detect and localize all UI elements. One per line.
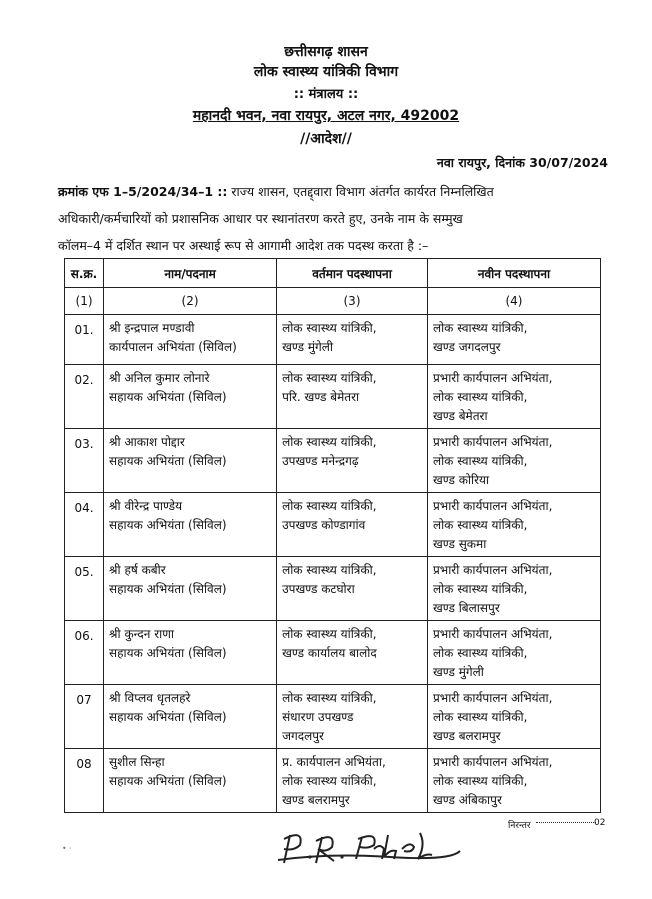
- table-header-row: [65, 259, 601, 288]
- table-row: [65, 685, 601, 749]
- cell-line: लोक स्वास्थ्य यांत्रिकी,: [282, 627, 377, 641]
- cell-line: जगदलपुर: [282, 729, 324, 743]
- current-posting-cell: [277, 621, 428, 685]
- new-posting-cell: [427, 429, 600, 493]
- table-row: [65, 493, 601, 557]
- name-cell: [104, 621, 277, 685]
- cell-line: प्रभारी कार्यपालन अभियंता,: [432, 499, 553, 513]
- cell-line: लोक स्वास्थ्य यांत्रिकी,: [282, 774, 377, 788]
- cell-line: प्रभारी कार्यपालन अभियंता,: [432, 627, 553, 641]
- cell-line: खण्ड मुंगेली: [282, 340, 333, 354]
- cell-line: खण्ड कार्यालय बालोद: [282, 646, 377, 660]
- cell-line: श्री इन्द्रपाल मण्डावी: [109, 321, 195, 335]
- serial-cell: 02.: [65, 365, 104, 429]
- order-body-line-3: कॉलम–4 में दर्शित स्थान पर अस्थाई रूप से आगामी आदेश तक पदस्थ करता है :–: [58, 238, 429, 253]
- cell-line: प्रभारी कार्यपालन अभियंता,: [432, 755, 553, 769]
- cell-line: लोक स्वास्थ्य यांत्रिकी,: [282, 499, 377, 513]
- cell-line: श्री कुन्दन राणा: [109, 627, 175, 641]
- cell-line: प्रभारी कार्यपालन अभियंता,: [432, 371, 553, 385]
- table-row: [65, 365, 601, 429]
- cell-line: सहायक अभियंता (सिविल): [109, 454, 227, 468]
- table-row: [65, 315, 601, 365]
- order-heading: //आदेश//: [300, 131, 352, 147]
- serial-cell: 06.: [65, 621, 104, 685]
- cell-line: प्र. कार्यपालन अभियंता,: [282, 755, 386, 769]
- cell-line: सहायक अभियंता (सिविल): [109, 390, 227, 404]
- date-line: नवा रायपुर, दिनांक 30/07/2024: [436, 155, 608, 170]
- serial-cell: 04.: [65, 493, 104, 557]
- cell-line: श्री वीरेन्द्र पाण्डेय: [109, 499, 183, 513]
- name-cell: [104, 557, 277, 621]
- order-paragraph: [58, 178, 606, 259]
- cell-line: खण्ड मुंगेली: [432, 665, 484, 679]
- header-current-posting: वर्तमान पदस्थापना: [277, 259, 428, 288]
- header-new-posting: नवीन पदस्थापना: [427, 259, 600, 288]
- table-row: [65, 429, 601, 493]
- current-posting-cell: [277, 685, 428, 749]
- cell-line: श्री आकाश पोद्दार: [109, 435, 185, 449]
- cell-line: लोक स्वास्थ्य यांत्रिकी,: [432, 321, 528, 335]
- department-title: लोक स्वास्थ्य यांत्रिकी विभाग: [253, 64, 399, 80]
- name-cell: [104, 429, 277, 493]
- cell-line: श्री हर्ष कबीर: [109, 563, 166, 577]
- cell-line: खण्ड बेमेतरा: [432, 409, 488, 423]
- cell-line: लोक स्वास्थ्य यांत्रिकी,: [282, 321, 377, 335]
- cell-line: लोक स्वास्थ्य यांत्रिकी,: [432, 390, 528, 404]
- new-posting-cell: [427, 557, 600, 621]
- header-serial: स.क्र.: [65, 259, 104, 288]
- continued-page-number: 02: [594, 818, 606, 828]
- cell-line: खण्ड बिलासपुर: [432, 601, 500, 615]
- cell-line: लोक स्वास्थ्य यांत्रिकी,: [282, 563, 377, 577]
- name-cell: [104, 685, 277, 749]
- column-number-row: [65, 288, 601, 315]
- name-cell: [104, 749, 277, 813]
- new-posting-cell: [427, 749, 600, 813]
- current-posting-cell: [277, 557, 428, 621]
- cell-line: सुशील सिन्हा: [109, 755, 165, 769]
- cell-line: खण्ड बलरामपुर: [282, 793, 350, 807]
- cell-line: खण्ड बलरामपुर: [432, 729, 501, 743]
- cell-line: श्री अनिल कुमार लोनारे: [109, 371, 210, 385]
- cell-line: परि. खण्ड बेमेतरा: [282, 390, 360, 404]
- cell-line: लोक स्वास्थ्य यांत्रिकी,: [282, 371, 377, 385]
- cell-line: लोक स्वास्थ्य यांत्रिकी,: [432, 774, 528, 788]
- cell-line: उपखण्ड कटघोरा: [282, 582, 355, 596]
- cell-line: संधारण उपखण्ड: [282, 710, 354, 724]
- continued-dots: [536, 822, 596, 823]
- table-body: [65, 315, 601, 813]
- cell-line: सहायक अभियंता (सिविल): [109, 710, 227, 724]
- current-posting-cell: [277, 429, 428, 493]
- scan-mark: • ·: [62, 844, 72, 853]
- cell-line: उपखण्ड कोण्डागांव: [282, 518, 366, 532]
- current-posting-cell: [277, 315, 428, 365]
- order-body-line-2: अधिकारी/कर्मचारियों को प्रशासनिक आधार पर स्थानांतरण करते हुए, उनके नाम के सम्मुख: [58, 211, 463, 226]
- header-name: नाम/पदनाम: [104, 259, 277, 288]
- serial-cell: 05.: [65, 557, 104, 621]
- cell-line: श्री विप्लव धृतलहरे: [109, 691, 191, 705]
- cell-line: खण्ड सुकमा: [432, 537, 487, 551]
- cell-line: सहायक अभियंता (सिविल): [109, 518, 227, 532]
- order-reference: क्रमांक एफ 1–5/2024/34–1 ::: [58, 184, 228, 199]
- cell-line: सहायक अभियंता (सिविल): [109, 646, 227, 660]
- new-posting-cell: [427, 685, 600, 749]
- cell-line: लोक स्वास्थ्य यांत्रिकी,: [282, 435, 377, 449]
- continued-label: निरन्तर: [508, 821, 531, 831]
- cell-line: खण्ड अंबिकापुर: [432, 793, 502, 807]
- cell-line: सहायक अभियंता (सिविल): [109, 582, 227, 596]
- order-body-line-1: राज्य शासन, एतद्द्वारा विभाग अंतर्गत कार्यरत निम्नलिखित: [231, 184, 494, 199]
- new-posting-cell: [427, 315, 600, 365]
- name-cell: [104, 315, 277, 365]
- cell-line: लोक स्वास्थ्य यांत्रिकी,: [432, 710, 528, 724]
- cell-line: खण्ड जगदलपुर: [432, 340, 501, 354]
- cell-line: कार्यपालन अभियंता (सिविल): [109, 340, 237, 354]
- cell-line: प्रभारी कार्यपालन अभियंता,: [432, 435, 553, 449]
- serial-cell: 03.: [65, 429, 104, 493]
- transfer-table: [64, 258, 601, 813]
- new-posting-cell: [427, 365, 600, 429]
- current-posting-cell: [277, 493, 428, 557]
- cell-line: प्रभारी कार्यपालन अभियंता,: [432, 691, 553, 705]
- current-posting-cell: [277, 365, 428, 429]
- name-cell: [104, 365, 277, 429]
- new-posting-cell: [427, 621, 600, 685]
- name-cell: [104, 493, 277, 557]
- cell-line: लोक स्वास्थ्य यांत्रिकी,: [432, 454, 528, 468]
- table-row: [65, 557, 601, 621]
- cell-line: लोक स्वास्थ्य यांत्रिकी,: [282, 691, 377, 705]
- serial-cell: 08: [65, 749, 104, 813]
- column-number: (4): [427, 288, 600, 315]
- ministry-title: :: मंत्रालय ::: [293, 87, 359, 102]
- cell-line: लोक स्वास्थ्य यांत्रिकी,: [432, 646, 528, 660]
- column-number: (2): [104, 288, 277, 315]
- cell-line: प्रभारी कार्यपालन अभियंता,: [432, 563, 553, 577]
- cell-line: उपखण्ड मनेन्द्रगढ़: [282, 454, 359, 468]
- cell-line: लोक स्वास्थ्य यांत्रिकी,: [432, 582, 528, 596]
- address-line: महानदी भवन, नवा रायपुर, अटल नगर, 492002: [192, 108, 460, 124]
- column-number: (1): [65, 288, 104, 315]
- current-posting-cell: [277, 749, 428, 813]
- table-row: [65, 621, 601, 685]
- serial-cell: 01.: [65, 315, 104, 365]
- signature: [270, 815, 470, 875]
- cell-line: सहायक अभियंता (सिविल): [109, 774, 227, 788]
- serial-cell: 07: [65, 685, 104, 749]
- column-number: (3): [277, 288, 428, 315]
- government-title: छत्तीसगढ़ शासन: [284, 44, 368, 60]
- cell-line: लोक स्वास्थ्य यांत्रिकी,: [432, 518, 528, 532]
- new-posting-cell: [427, 493, 600, 557]
- cell-line: खण्ड कोरिया: [432, 473, 490, 487]
- table-row: [65, 749, 601, 813]
